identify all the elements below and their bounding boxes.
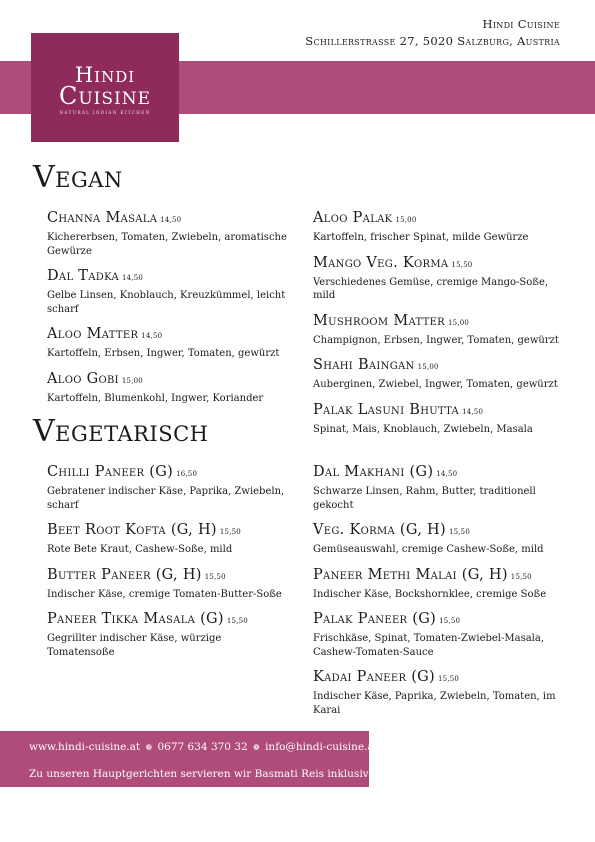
footer-band	[0, 731, 378, 787]
menu-item	[47, 325, 287, 361]
menu-item-title	[313, 254, 563, 274]
menu-item-name: Chilli Paneer (G)	[47, 464, 174, 480]
menu-item	[47, 566, 287, 602]
menu-item-description: Spinat, Mais, Knoblauch, Zwiebeln, Masala	[313, 423, 533, 435]
menu-item	[313, 401, 563, 437]
menu-item-name: Palak Lasuni Bhutta	[313, 401, 460, 418]
menu-item-title	[313, 566, 563, 586]
menu-item-price: 15,50	[219, 528, 241, 536]
menu-item-price: 14,50	[160, 216, 182, 224]
menu-item-title	[47, 325, 287, 345]
menu-item-description: Indischer Käse, cremige Tomaten-Butter-Soße	[47, 588, 282, 600]
menu-item-price: 14,50	[122, 274, 144, 282]
menu-item-price: 15,50	[438, 675, 460, 683]
menu-item-description: Indischer Käse, Bockshornklee, cremige Soße	[313, 588, 547, 600]
menu-item-title	[47, 267, 287, 287]
menu-item-price: 14,50	[141, 332, 163, 340]
menu-item-price: 15,00	[417, 363, 439, 371]
section-title-vegetarian: Vegetarisch	[33, 414, 209, 449]
menu-item-price: 15,00	[448, 318, 470, 327]
vegan-left-column	[47, 209, 287, 414]
menu-item	[47, 370, 287, 406]
section-title-vegan: Vegan	[33, 160, 123, 195]
menu-item-description: Gebratener indischer Käse, Paprika, Zwiebeln, scharf	[47, 486, 285, 511]
menu-item	[313, 566, 563, 602]
restaurant-address: Schillerstrasse 27, 5020 Salzburg, Austria	[305, 34, 560, 48]
menu-item-name: Shahi Baingan	[313, 357, 415, 373]
logo-line1: Hindi	[74, 63, 136, 87]
menu-item-name: Paneer Methi Malai (G, H)	[313, 566, 508, 583]
menu-item-title	[313, 521, 563, 541]
menu-item	[47, 610, 287, 659]
menu-item-description: Rote Bete Kraut, Cashew-Soße, mild	[47, 544, 233, 555]
menu-item-name: Paneer Tikka Masala (G)	[47, 611, 224, 627]
menu-item	[313, 254, 563, 303]
menu-item-name: Dal Makhani (G)	[313, 464, 434, 480]
menu-item	[47, 267, 287, 316]
vegetarian-right-column	[313, 463, 563, 726]
menu-item-description: Auberginen, Zwiebel, Ingwer, Tomaten, gewürzt	[313, 379, 558, 390]
menu-item-description: Schwarze Linsen, Rahm, Butter, traditionell gekocht	[313, 486, 536, 511]
flower-separator-icon: ❁	[145, 743, 153, 752]
menu-item-description: Kartoffeln, Blumenkohl, Ingwer, Koriander	[47, 392, 264, 404]
menu-item-description: Gegrillter indischer Käse, würzige Tomatensoße	[47, 633, 222, 658]
menu-item-name: Palak Paneer (G)	[313, 611, 437, 627]
menu-item-title	[47, 610, 287, 630]
menu-item-name: Veg. Korma (G, H)	[313, 522, 446, 538]
menu-item-name: Dal Tadka	[47, 268, 119, 284]
menu-item-description: Gelbe Linsen, Knoblauch, Kreuzkümmel, leicht scharf	[47, 290, 286, 315]
menu-item-name: Channa Masala	[47, 210, 158, 226]
menu-item-price: 15,50	[204, 572, 226, 581]
menu-item-title	[313, 463, 563, 483]
menu-item-title	[47, 566, 287, 586]
menu-item-title	[313, 668, 563, 688]
menu-item-name: Butter Paneer (G, H)	[47, 566, 202, 583]
menu-item-price: 15,50	[439, 617, 461, 625]
vegetarian-left-column	[47, 463, 287, 668]
menu-item	[313, 312, 563, 348]
menu-item	[47, 463, 287, 512]
menu-item-name: Aloo Gobi	[47, 370, 119, 387]
menu-item	[313, 521, 563, 557]
menu-item-title	[47, 521, 287, 541]
menu-item-price: 15,50	[226, 617, 248, 625]
website-link[interactable]: www.hindi-cuisine.at	[29, 741, 141, 753]
menu-item	[313, 463, 563, 512]
menu-item-title	[47, 209, 287, 229]
menu-item-name: Mushroom Matter	[313, 312, 445, 329]
menu-item-price: 16,50	[176, 470, 198, 478]
menu-item-title	[313, 401, 563, 421]
menu-item-price: 15,50	[451, 260, 473, 269]
menu-item-title	[47, 463, 287, 483]
menu-item-title	[47, 370, 287, 390]
menu-item-title	[313, 610, 563, 630]
menu-item-price: 15,50	[448, 528, 470, 536]
menu-item	[313, 356, 563, 392]
menu-item-description: Champignon, Erbsen, Ingwer, Tomaten, gewürzt	[313, 334, 559, 346]
menu-item-description: Kartoffeln, frischer Spinat, milde Gewürze	[313, 232, 529, 243]
flower-separator-icon: ❁	[253, 743, 260, 752]
menu-item-description: Kichererbsen, Tomaten, Zwiebeln, aromatische Gewürze	[47, 232, 287, 257]
menu-item-description: Gemüseauswahl, cremige Cashew-Soße, mild	[313, 544, 544, 555]
menu-item-title	[313, 209, 563, 229]
menu-item-description: Indischer Käse, Paprika, Zwiebeln, Tomaten, im Karai	[313, 691, 556, 716]
menu-item-price: 14,50	[462, 407, 484, 416]
menu-item-description: Frischkäse, Spinat, Tomaten-Zwiebel-Masala, Cashew-Tomaten-Sauce	[313, 633, 545, 658]
menu-item-price: 15,00	[121, 376, 143, 385]
menu-item-description: Verschiedenes Gemüse, cremige Mango-Soße, mild	[313, 276, 549, 301]
menu-item-price: 15,50	[510, 572, 532, 581]
vegan-right-column	[313, 209, 563, 445]
menu-item-price: 14,50	[436, 470, 458, 478]
restaurant-name: Hindi Cuisine	[482, 17, 560, 31]
menu-item	[313, 668, 563, 717]
logo-tagline: NATURAL INDIAN KITCHEN	[59, 110, 151, 115]
phone-number[interactable]: 0677 634 370 32	[157, 741, 248, 753]
menu-item	[47, 209, 287, 258]
footer-contact	[29, 741, 378, 754]
restaurant-address-block	[305, 16, 560, 50]
menu-item	[313, 209, 563, 245]
menu-item-name: Beet Root Kofta (G, H)	[47, 522, 217, 538]
menu-item-name: Mango Veg. Korma	[313, 254, 449, 271]
footer-note: Zu unseren Hauptgerichten servieren wir Basmati Reis inklusive	[29, 768, 375, 780]
menu-item-title	[313, 312, 563, 332]
menu-item-description: Kartoffeln, Erbsen, Ingwer, Tomaten, gewürzt	[47, 348, 280, 359]
logo	[31, 33, 179, 142]
menu-item-name: Aloo Palak	[313, 210, 393, 226]
email-link[interactable]: info@hindi-cuisine.at	[265, 741, 378, 753]
menu-item-title	[313, 356, 563, 376]
logo-line2: Cuisine	[58, 82, 152, 110]
menu-item-name: Aloo Matter	[47, 326, 139, 342]
menu-item-name: Kadai Paneer (G)	[313, 669, 436, 685]
menu-item-price: 15,00	[395, 216, 417, 224]
menu-item	[313, 610, 563, 659]
menu-item	[47, 521, 287, 557]
